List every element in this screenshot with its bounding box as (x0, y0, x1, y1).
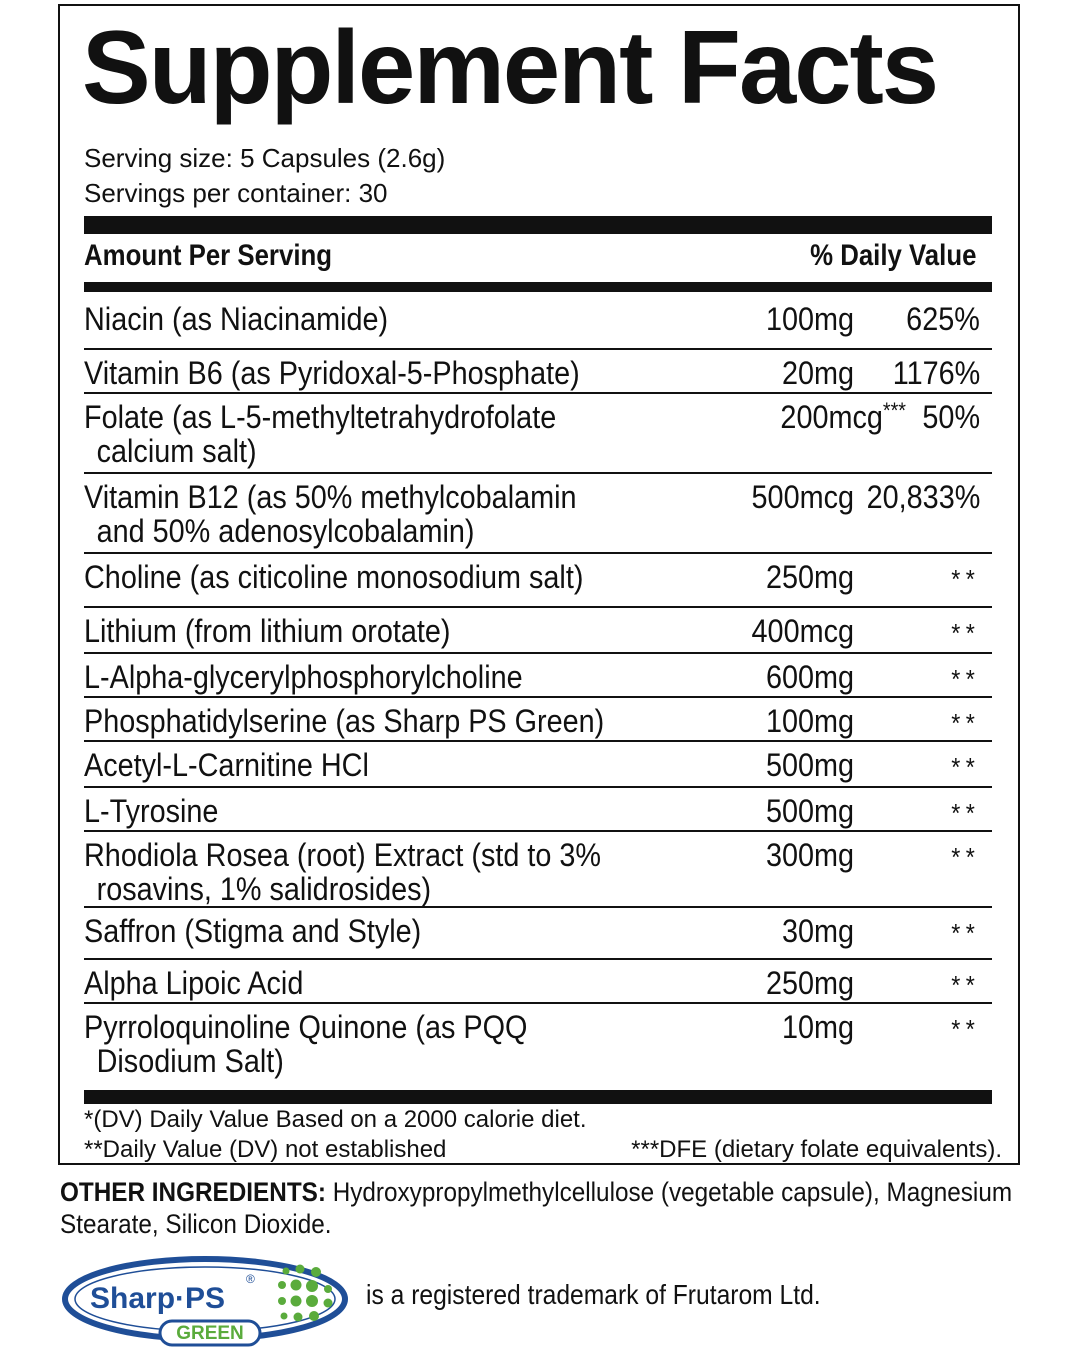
nutrient-name (84, 1010, 624, 1078)
footnote-dv-basis: *(DV) Daily Value Based on a 2000 calorie diet. (84, 1106, 587, 1133)
nutrient-name (84, 560, 624, 594)
nutrient-amount (670, 400, 906, 438)
amount-value: 500mg (765, 793, 854, 829)
nutrient-name-line2: rosavins, 1% salidrosides) (96, 871, 432, 907)
nutrient-name (84, 400, 624, 468)
daily-value: ** (950, 1014, 980, 1044)
table-row (84, 960, 992, 1004)
nutrient-name-line1: L-Alpha-glycerylphosphorylcholine (84, 659, 523, 695)
panel-title: Supplement Facts (82, 10, 938, 126)
daily-value: ** (950, 618, 980, 648)
nutrient-name (84, 660, 624, 694)
nutrient-name-line2: Disodium Salt) (96, 1043, 284, 1079)
nutrient-name-line1: Pyrroloquinoline Quinone (as PQQ (84, 1009, 528, 1045)
table-row (84, 554, 992, 608)
table-row (84, 1004, 992, 1090)
amount-value: 250mg (765, 559, 854, 595)
daily-value-header: % Daily Value (809, 239, 976, 272)
footnote-not-established: **Daily Value (DV) not established (84, 1136, 447, 1163)
logo-brand: Sharp·PS (90, 1282, 226, 1315)
nutrient-name-line2: and 50% adenosylcobalamin) (96, 513, 475, 549)
serving-size: Serving size: 5 Capsules (2.6g) (84, 143, 446, 173)
logo-sub: GREEN (176, 1323, 244, 1344)
daily-value: 625% (906, 301, 980, 337)
thick-divider-top (84, 216, 992, 234)
nutrient-amount (719, 794, 854, 828)
daily-value: ** (950, 918, 980, 948)
nutrient-amount (719, 1010, 854, 1044)
table-row (84, 742, 992, 788)
amount-value: 200mcg (780, 399, 883, 435)
nutrient-amount (719, 966, 854, 1000)
daily-value: 20,833% (866, 479, 980, 515)
nutrient-name-line1: Phosphatidylserine (as Sharp PS Green) (84, 703, 605, 739)
nutrient-amount (719, 914, 854, 948)
nutrient-name (84, 704, 624, 738)
table-row (84, 698, 992, 742)
nutrient-name (84, 838, 624, 906)
other-ingredients (60, 1176, 1032, 1240)
supplement-facts-panel (58, 4, 1020, 1165)
nutrient-name-line1: Vitamin B12 (as 50% methylcobalamin (84, 479, 577, 515)
daily-value: ** (950, 564, 980, 594)
table-row (84, 296, 992, 350)
nutrient-name-line1: Vitamin B6 (as Pyridoxal-5-Phosphate) (84, 355, 580, 391)
table-row (84, 608, 992, 654)
nutrient-name-line1: Choline (as citicoline monosodium salt) (84, 559, 584, 595)
nutrient-amount (719, 660, 854, 694)
other-ingredients-label: OTHER INGREDIENTS: (60, 1177, 326, 1207)
amount-value: 500mcg (751, 479, 854, 515)
footnote-dfe: ***DFE (dietary folate equivalents). (631, 1136, 1002, 1163)
nutrient-name-line1: Lithium (from lithium orotate) (84, 613, 451, 649)
logo-registered-mark: ® (246, 1272, 255, 1286)
table-row (84, 394, 992, 474)
nutrient-name-line1: Acetyl-L-Carnitine HCl (84, 747, 369, 783)
nutrient-name-line1: Alpha Lipoic Acid (84, 965, 304, 1001)
nutrient-name-line1: Saffron (Stigma and Style) (84, 913, 422, 949)
other-ingredients-text: Hydroxypropylmethylcellulose (vegetable capsule), Magnesium Stearate, Silicon Dioxide. (60, 1177, 1013, 1239)
trademark-notice: is a registered trademark of Frutarom Ltd. (366, 1279, 821, 1310)
amount-value: 600mg (765, 659, 854, 695)
nutrient-name-line1: Folate (as L-5-methyltetrahydrofolate (84, 399, 557, 435)
table-row (84, 350, 992, 394)
nutrient-amount (719, 356, 854, 390)
table-row (84, 908, 992, 960)
nutrient-name (84, 748, 624, 782)
amount-value: 20mg (781, 355, 854, 391)
nutrient-name (84, 356, 624, 390)
nutrient-amount (719, 704, 854, 738)
amount-value: 500mg (765, 747, 854, 783)
nutrient-name (84, 966, 624, 1000)
table-row (84, 788, 992, 832)
daily-value: 1176% (892, 355, 980, 391)
sharp-ps-green-logo (60, 1255, 350, 1347)
daily-value: ** (950, 970, 980, 1000)
daily-value: 50% (922, 399, 980, 435)
daily-value: ** (950, 708, 980, 738)
nutrient-amount (719, 838, 854, 872)
amount-value: 250mg (765, 965, 854, 1001)
nutrient-name-line2: calcium salt) (96, 433, 257, 469)
nutrient-amount (719, 480, 854, 514)
nutrient-amount (719, 302, 854, 336)
nutrient-name (84, 302, 624, 336)
nutrient-amount (719, 560, 854, 594)
servings-per-container: Servings per container: 30 (84, 178, 388, 208)
daily-value: ** (950, 752, 980, 782)
nutrient-name (84, 914, 624, 948)
amount-value: 300mg (765, 837, 854, 873)
amount-footnote-mark: *** (882, 398, 906, 423)
medium-divider (84, 282, 992, 292)
nutrient-name-line1: L-Tyrosine (84, 793, 219, 829)
nutrient-name (84, 614, 624, 648)
nutrient-name-line1: Rhodiola Rosea (root) Extract (std to 3% (84, 837, 602, 873)
table-row (84, 832, 992, 908)
table-row (84, 474, 992, 554)
nutrient-amount (719, 748, 854, 782)
daily-value: ** (950, 842, 980, 872)
amount-value: 100mg (765, 301, 854, 337)
daily-value: ** (950, 664, 980, 694)
daily-value: ** (950, 798, 980, 828)
thick-divider-bottom (84, 1090, 992, 1104)
nutrient-name (84, 480, 624, 548)
amount-value: 10mg (781, 1009, 854, 1045)
nutrient-name (84, 794, 624, 828)
nutrient-amount (719, 614, 854, 648)
amount-value: 100mg (765, 703, 854, 739)
amount-value: 400mcg (751, 613, 854, 649)
table-row (84, 654, 992, 698)
amount-value: 30mg (781, 913, 854, 949)
nutrient-name-line1: Niacin (as Niacinamide) (84, 301, 389, 337)
amount-per-serving-header: Amount Per Serving (84, 239, 333, 272)
